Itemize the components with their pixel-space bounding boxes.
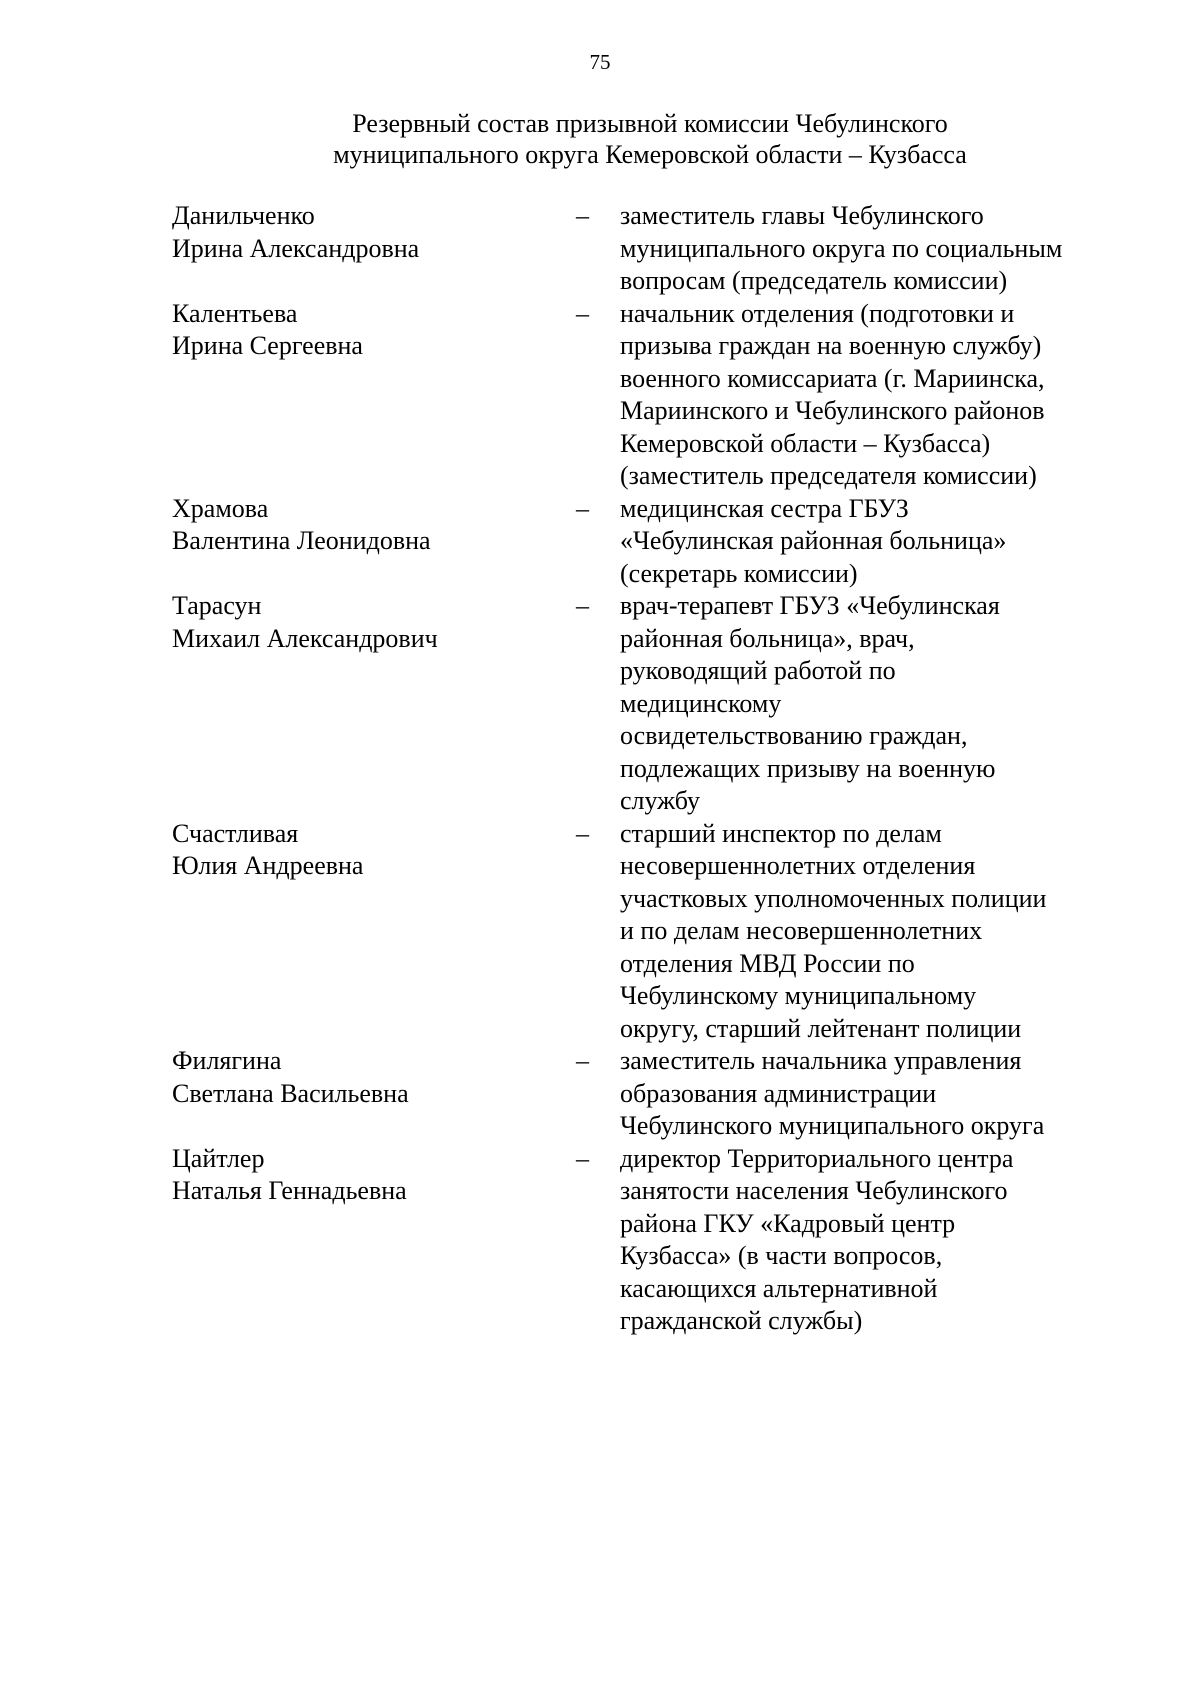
member-role-line: подлежащих призыву на военную	[620, 753, 996, 783]
member-role-line: медицинская сестра ГБУЗ	[620, 493, 909, 523]
member-surname: Тарасун	[172, 591, 262, 620]
member-name	[172, 298, 572, 493]
member-given-names: Михаил Александрович	[172, 623, 438, 653]
member-dash: –	[576, 298, 589, 328]
member-row	[172, 1143, 1112, 1338]
member-role-line: Кемеровской области – Кузбасса)	[620, 428, 991, 458]
member-surname: Калентьева	[172, 298, 298, 328]
member-role-line: муниципального округа по социальным	[620, 233, 1063, 263]
member-dash: –	[576, 1046, 589, 1075]
member-role	[620, 1045, 1112, 1143]
member-role	[620, 298, 1112, 493]
member-name	[172, 1045, 572, 1143]
member-role-line: района ГКУ «Кадровый центр	[620, 1208, 956, 1238]
member-given-names: Светлана Васильевна	[172, 1078, 409, 1108]
member-role-line: врач-терапевт ГБУЗ «Чебулинская	[620, 591, 1000, 620]
member-row	[172, 818, 1112, 1046]
member-dash: –	[576, 493, 589, 523]
page-number: 75	[589, 50, 611, 74]
member-role	[620, 590, 1112, 818]
member-dash: –	[576, 591, 589, 620]
member-role-line: (секретарь комиссии)	[620, 558, 858, 588]
member-role-line: вопросам (председатель комиссии)	[620, 266, 1008, 295]
member-name	[172, 818, 572, 1046]
member-given-names: Юлия Андреевна	[172, 851, 364, 880]
member-surname: Храмова	[172, 493, 269, 523]
member-role-line: призыва граждан на военную службу)	[620, 331, 1042, 360]
member-role-line: образования администрации	[620, 1078, 937, 1108]
member-role-line: Чебулинскому муниципальному	[620, 981, 977, 1010]
document-title	[200, 108, 1100, 170]
member-name	[172, 200, 572, 298]
member-role-line: Кузбасса» (в части вопросов,	[620, 1241, 943, 1270]
member-role-line: службу	[620, 786, 701, 815]
member-role-line: «Чебулинская районная больница»	[620, 526, 1007, 555]
member-given-names: Ирина Сергеевна	[172, 331, 363, 360]
member-role-line: гражданской службы)	[620, 1306, 863, 1335]
member-role-line: освидетельствованию граждан,	[620, 721, 968, 750]
member-name	[172, 1143, 572, 1338]
member-surname: Цайтлер	[172, 1143, 265, 1173]
member-given-names: Наталья Геннадьевна	[172, 1176, 407, 1205]
member-role-line: районная больница», врач,	[620, 623, 915, 653]
member-role-line: заместитель начальника управления	[620, 1046, 1022, 1075]
member-role-line: (заместитель председателя комиссии)	[620, 461, 1037, 490]
member-role	[620, 818, 1112, 1046]
member-role	[620, 1143, 1112, 1338]
member-role-line: заместитель главы Чебулинского	[620, 201, 984, 230]
title-line-2: муниципального округа Кемеровской области – Кузбасса	[333, 140, 967, 169]
member-dash: –	[576, 201, 589, 230]
title-line-1: Резервный состав призывной комиссии Чебулинского	[352, 109, 948, 138]
member-surname: Филягина	[172, 1046, 282, 1075]
member-role-line: старший инспектор по делам	[620, 818, 942, 848]
member-role-line: руководящий работой по	[620, 656, 896, 685]
member-role-line: отделения МВД России по	[620, 948, 915, 978]
member-role-line: Мариинского и Чебулинского районов	[620, 396, 1045, 425]
member-row	[172, 1045, 1112, 1143]
member-dash: –	[576, 818, 589, 848]
member-name	[172, 493, 572, 591]
members-list	[172, 200, 1112, 1338]
member-role-line: начальник отделения (подготовки и	[620, 298, 1015, 328]
member-role-line: округу, старший лейтенант полиции	[620, 1013, 1022, 1043]
member-role-line: директор Территориального центра	[620, 1143, 1014, 1173]
member-role-line: и по делам несовершеннолетних	[620, 916, 983, 945]
member-role-line: занятости населения Чебулинского	[620, 1176, 1008, 1205]
member-row	[172, 298, 1112, 493]
member-role-line: Чебулинского муниципального округа	[620, 1111, 1045, 1140]
member-row	[172, 200, 1112, 298]
member-row	[172, 590, 1112, 818]
member-row	[172, 493, 1112, 591]
member-dash: –	[576, 1143, 589, 1173]
member-given-names: Валентина Леонидовна	[172, 526, 431, 555]
member-role-line: несовершеннолетних отделения	[620, 851, 976, 880]
member-given-names: Ирина Александровна	[172, 233, 420, 263]
member-role	[620, 200, 1112, 298]
member-role-line: касающихся альтернативной	[620, 1273, 938, 1303]
member-surname: Счастливая	[172, 818, 299, 848]
member-role	[620, 493, 1112, 591]
member-role-line: участковых уполномоченных полиции	[620, 883, 1047, 913]
member-name	[172, 590, 572, 818]
member-surname: Данильченко	[172, 201, 315, 230]
member-role-line: военного комиссариата (г. Мариинска,	[620, 363, 1045, 393]
member-role-line: медицинскому	[620, 688, 782, 718]
